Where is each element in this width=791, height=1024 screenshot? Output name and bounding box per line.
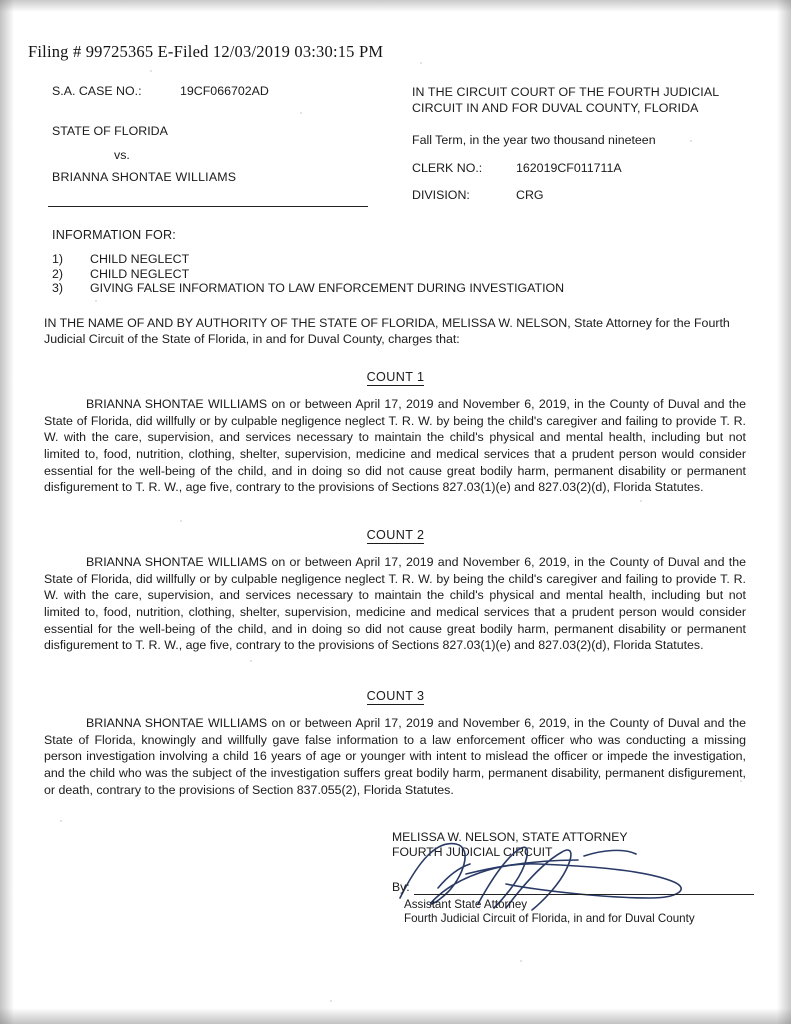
state-attorney-block <box>392 830 627 860</box>
state-party: STATE OF FLORIDA <box>52 124 168 138</box>
circuit-name: FOURTH JUDICIAL CIRCUIT <box>392 844 553 859</box>
state-attorney-name: MELISSA W. NELSON, STATE ATTORNEY <box>392 830 628 844</box>
scan-speck <box>420 62 422 64</box>
scan-speck <box>150 70 152 72</box>
defendant-name: BRIANNA SHONTAE WILLIAMS <box>52 170 237 184</box>
sa-case-number-value: 19CF066702AD <box>180 84 269 98</box>
count-2-heading: COUNT 2 <box>366 528 425 542</box>
charge-item <box>52 281 564 296</box>
information-for-label: INFORMATION FOR: <box>52 228 176 242</box>
count-3-body <box>44 715 746 798</box>
count-3-text: BRIANNA SHONTAE WILLIAMS on or between April 17, 2019 and November 6, 2019, in the County of Duval and the State of Florida, knowingly and willfully gave false information to a law enforcement officer who was conducting a missing person investigation involving a child 16 years of age or younger with intent to mislead the officer or impede the investigation, and the child who was the subject of the investigation suffers great bodily harm, permanent disability, permanent disfigurement, or death, contrary to the provisions of Section 837.055(2), Florida Statutes. <box>44 716 746 797</box>
caption-left-column <box>52 84 402 187</box>
count-1-text: BRIANNA SHONTAE WILLIAMS on or between April 17, 2019 and November 6, 2019, in the County of Duval and the State of Florida, did willfully or by culpable negligence neglect T. R. W. by being the child's caregiver and failing to provide T. R. W. with the care, supervision, and services necessary to maintain the child's physical and mental health, including but not limited to, food, nutrition, clothing, shelter, supervision, medicine and medical services that a prudent person would consider essential for the well-being of the child, and in doing so did not cause great bodily harm, permanent disability or permanent disfigurement to T. R. W., age five, contrary to the provisions of Sections 827.03(1)(e) and 827.03(2)(d), Florida Statutes. <box>44 397 746 495</box>
circuit-footer-label: Fourth Judicial Circuit of Florida, in and for Duval County <box>404 912 695 926</box>
charge-item <box>52 267 564 282</box>
clerk-number-value: 162019CF011711A <box>516 161 622 176</box>
sa-case-number-label: S.A. CASE NO.: <box>52 84 142 98</box>
charges-list <box>52 252 564 296</box>
charge-text: CHILD NEGLECT <box>90 252 190 266</box>
court-title <box>412 84 752 116</box>
count-2-body <box>44 554 746 654</box>
versus-label: vs. <box>114 148 130 162</box>
scan-speck <box>180 520 182 522</box>
assistant-state-attorney-label: Assistant State Attorney <box>404 898 528 911</box>
scan-edge-shadow-bottom <box>0 1008 791 1024</box>
scan-speck <box>520 960 522 962</box>
scan-speck <box>250 660 252 662</box>
charge-text: GIVING FALSE INFORMATION TO LAW ENFORCEMENT DURING INVESTIGATION <box>90 281 565 296</box>
preamble-paragraph: IN THE NAME OF AND BY AUTHORITY OF THE STATE OF FLORIDA, MELISSA W. NELSON, State Attorney for the Fourth Judicial Circuit of the State of Florida, in and for Duval County, charges that: <box>44 316 730 347</box>
court-term: Fall Term, in the year two thousand nineteen <box>412 133 656 148</box>
scan-speck <box>330 1000 332 1002</box>
caption-divider-rule <box>48 206 368 207</box>
signature-footer <box>404 898 695 927</box>
scan-speck <box>95 300 97 302</box>
division-value: CRG <box>516 188 544 203</box>
court-title-line-2: CIRCUIT IN AND FOR DUVAL COUNTY, FLORIDA <box>412 101 699 116</box>
filing-stamp: Filing # 99725365 E-Filed 12/03/2019 03:30:15 PM <box>28 42 384 61</box>
scan-edge-shadow-right <box>777 0 791 1024</box>
scan-speck <box>640 500 642 502</box>
sa-case-number-row <box>52 84 402 98</box>
division-label: DIVISION: <box>412 188 470 203</box>
charge-text: CHILD NEGLECT <box>90 266 190 281</box>
charge-item <box>52 252 564 267</box>
division-row <box>412 188 752 202</box>
signature-rule <box>414 894 754 895</box>
count-1-body <box>44 396 746 496</box>
charge-number: 3) <box>52 281 64 296</box>
count-3-heading: COUNT 3 <box>366 689 425 703</box>
caption-right-column <box>412 84 752 202</box>
scan-edge-shadow-top <box>0 0 791 12</box>
court-title-line-1: IN THE CIRCUIT COURT OF THE FOURTH JUDICIAL <box>412 85 720 99</box>
count-2-text: BRIANNA SHONTAE WILLIAMS on or between April 17, 2019 and November 6, 2019, in the County of Duval and the State of Florida, did willfully or by culpable negligence neglect T. R. W. by being the child's caregiver and failing to provide T. R. W. with the care, supervision, and services necessary to maintain the child's physical and mental health, including but not limited to, food, nutrition, clothing, shelter, supervision, medicine and medical services that a prudent person would consider essential for the well-being of the child, and in doing so did not cause great bodily harm, permanent disability or permanent disfigurement to T. R. W., age five, contrary to the provisions of Sections 827.03(1)(e) and 827.03(2)(d), Florida Statutes. <box>44 555 746 653</box>
scan-edge-shadow-left <box>0 0 14 1024</box>
count-1-heading: COUNT 1 <box>366 370 425 384</box>
by-label: By: <box>392 880 410 894</box>
scan-speck <box>60 820 62 822</box>
clerk-number-row <box>412 161 752 175</box>
charge-number: 1) <box>52 252 64 266</box>
clerk-number-label: CLERK NO.: <box>412 161 483 176</box>
charge-number: 2) <box>52 266 64 281</box>
